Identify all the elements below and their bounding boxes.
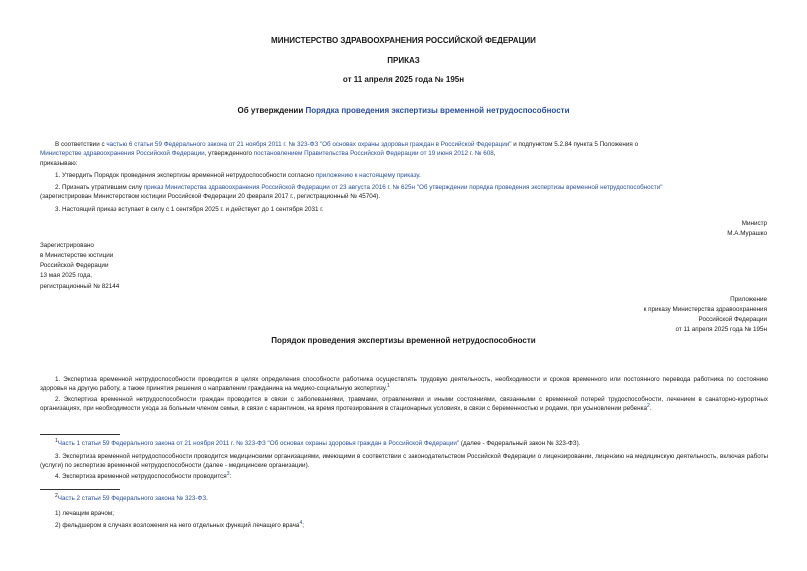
footnote-2	[55, 492, 208, 504]
order-item-2-cont: (зарегистрирован Министерством юстиции Российской Федерации 20 февраля 2017 г., регистрационный № 45704).	[40, 193, 381, 200]
body-paragraph-2	[40, 396, 768, 414]
appendix-label: к приказу Министерства здравоохранения	[643, 306, 767, 313]
appendix-label: от 11 апреля 2025 года № 195н	[675, 326, 767, 333]
appendix-label: Приложение	[730, 296, 767, 303]
paragraph-text: 4. Экспертиза временной нетрудоспособности проводится	[55, 473, 227, 480]
paragraph-text: 1. Экспертиза временной нетрудоспособности проводится в целях определения способности работника осуществлять трудовую деятельность, необходимости и сроков временного или постоянного перевода работника по состоянию здоровья на другую работу, а также принятия решения о направлении гражданина на медико-социальную экспертизу.	[40, 376, 768, 392]
footnote-1	[55, 437, 581, 449]
footnote-text: .	[206, 495, 208, 502]
preamble-text: ,	[493, 150, 496, 157]
registration-line: Российской Федерации	[40, 262, 109, 269]
footnote-text: (далее - Федеральный закон № 323-ФЗ).	[459, 440, 581, 447]
order-title-prefix: Об утверждении	[237, 106, 306, 115]
footnote-divider	[40, 489, 120, 490]
body-paragraph-4	[55, 470, 232, 482]
order-title-link[interactable]: Порядка проведения экспертизы временной нетрудоспособности	[305, 106, 570, 115]
preamble-text: , утвержденного	[204, 150, 254, 157]
order-item-text: .	[418, 172, 421, 179]
footnote-divider	[40, 434, 120, 435]
footnote-number: 2	[55, 492, 58, 499]
order-item-text: 2. Признать утратившим силу	[55, 184, 144, 191]
footnote-ref[interactable]: 1	[387, 382, 390, 389]
footnote-ref[interactable]: 3	[226, 470, 230, 477]
signature-position: Министр	[741, 220, 767, 227]
list-item-doctor: 1) лечащим врачом;	[55, 510, 114, 517]
order-item-1	[55, 172, 421, 181]
body-paragraph-3: 3. Экспертиза временной нетрудоспособности проводится медицинскими организациями, имеющими в соответствии с законодательством Российской Федерации о лицензировании, лицензию на медицинскую деятельность, включая работы (услуги) по экспертизе временной нетрудоспособности (далее - медицинские организации).	[40, 453, 768, 469]
appendix-title: Порядок проведения экспертизы временной нетрудоспособности	[271, 336, 536, 345]
preamble-text: и подпунктом 5.2.84 пункта 5 Положения о	[511, 141, 639, 148]
order-item-2	[55, 184, 662, 193]
preamble-line-1	[55, 141, 638, 150]
body-paragraph-1	[40, 376, 768, 394]
registration-line: в Министерстве юстиции	[40, 252, 114, 259]
footnote-1-link[interactable]: Часть 1 статьи 59 Федерального закона от 21 ноября 2011 г. № 323-ФЗ "Об основах охраны здоровья граждан в Российской Федерации"	[57, 440, 460, 447]
appendix-link[interactable]: приложению к настоящему приказу	[315, 172, 419, 179]
list-item-paramedic	[55, 519, 304, 531]
order-date-number: от 11 апреля 2025 года № 195н	[342, 75, 465, 84]
order-item-3: 3. Настоящий приказ вступает в силу с 1 сентября 2025 г. и действует до 1 сентября 2031 г.	[55, 206, 324, 213]
registration-line: регистрационный № 82144	[40, 283, 120, 290]
order-title	[0, 106, 807, 115]
paragraph-text: :	[229, 473, 232, 480]
list-item-text: 2) фельдшером в случаях возложения на него отдельных функций лечащего врача	[55, 522, 300, 529]
government-decree-link[interactable]: постановлением Правительства Российской Федерации от 19 июня 2012 г. № 608	[253, 150, 494, 157]
ministry-heading: МИНИСТЕРСТВО ЗДРАВООХРАНЕНИЯ РОССИЙСКОЙ ФЕДЕРАЦИИ	[271, 36, 536, 45]
order-item-text: 1. Утвердить Порядок проведения экспертизы временной нетрудоспособности согласно	[55, 172, 316, 179]
preamble-line-2	[40, 150, 495, 159]
appendix-label: Российской Федерации	[698, 316, 767, 323]
footnote-2-link[interactable]: Часть 2 статьи 59 Федерального закона № 323-ФЗ	[57, 495, 207, 502]
order-heading: ПРИКАЗ	[387, 56, 420, 65]
law-link-part6-art59[interactable]: частью 6 статьи 59 Федерального закона от 21 ноября 2011 г. № 323-ФЗ "Об основах охраны здоровья граждан в Российской Федерации"	[106, 141, 512, 148]
preamble-text: В соответствии с	[55, 141, 107, 148]
registration-line: Зарегистрировано	[40, 242, 94, 249]
footnote-number: 1	[55, 437, 58, 444]
registration-line: 13 мая 2025 года,	[40, 272, 92, 279]
signature-name: М.А.Мурашко	[727, 230, 767, 237]
footnote-ref[interactable]: 2	[647, 402, 650, 409]
paragraph-text: 2. Экспертиза временной нетрудоспособности граждан проводится в связи с заболеваниями, травмами, отравлениями и иными состояниями, связанными с временной потерей трудоспособности, лечением в санаторно-курортных организациях, при необходимости ухода за больным членом семьи, в связи с карантином, на время протезирования в стационарных условиях, в связи с беременностью и родами, при усыновлении ребенка	[40, 396, 768, 412]
footnote-ref[interactable]: 4	[299, 519, 303, 526]
paragraph-text: .	[649, 404, 652, 412]
repealed-order-link[interactable]: приказ Министерства здравоохранения Российской Федерации от 23 августа 2016 г. № 625н "Об утверждении порядка проведения экспертизы временной нетрудоспособности"	[143, 184, 663, 191]
preamble-order-word: приказываю:	[40, 160, 78, 167]
ministry-regulation-link[interactable]: Министерстве здравоохранения Российской Федерации	[40, 150, 205, 157]
list-item-text: ;	[302, 522, 304, 529]
